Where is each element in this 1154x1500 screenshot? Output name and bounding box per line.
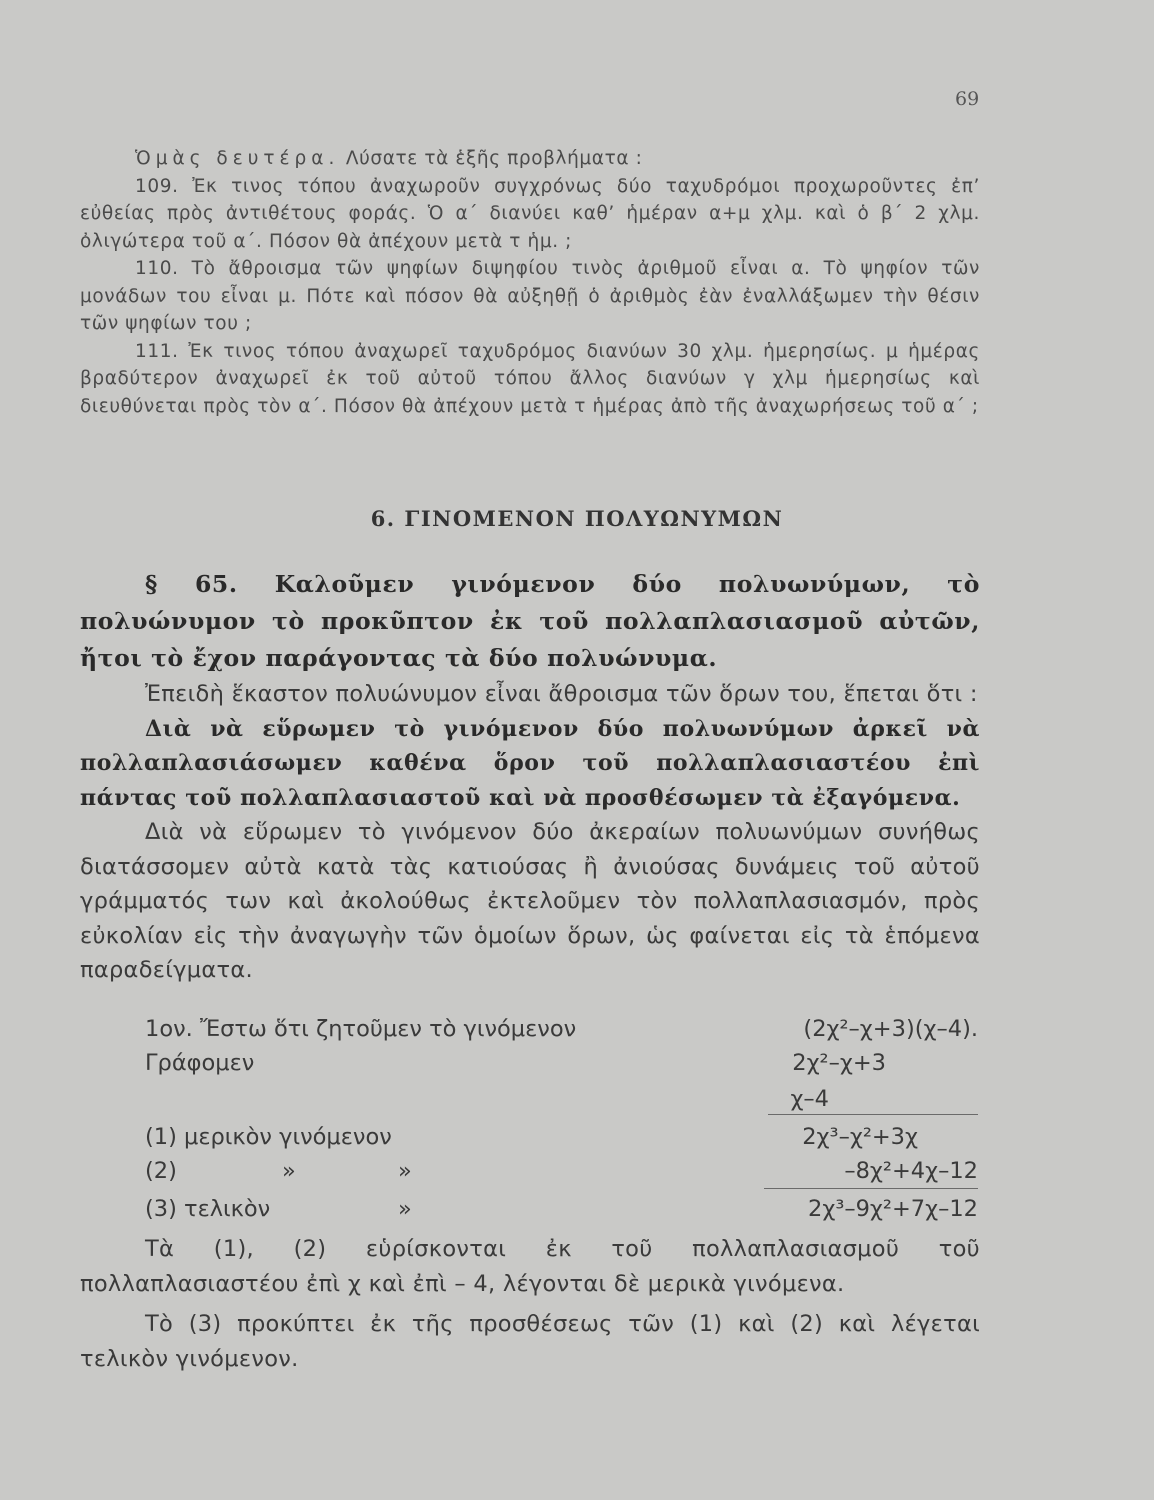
example-product: (2χ²–χ+3)(χ–4). (803, 1016, 978, 1042)
partial-products-note: Τὰ (1), (2) εὑρίσκονται ἐκ τοῦ πολλαπλασιασμοῦ τοῦ πολλαπλασιαστέου ἐπὶ χ καὶ ἐπὶ – 4, λέγονται δὲ μερικὰ γινόμενα. (80, 1236, 980, 1297)
page-number: 69 (955, 88, 980, 110)
final-product-label: (3) τελικὸν (145, 1196, 271, 1222)
partial-product-2-label: (2) (145, 1158, 177, 1184)
since-paragraph: Ἐπειδὴ ἕκαστον πολυώνυμον εἶναι ἄθροισμα τῶν ὅρων του, ἕπεται ὅτι : (145, 681, 978, 707)
section-title: 6. ΓΙΝΟΜΕΝΟΝ ΠΟΛΥΩΝΥΜΩΝ (370, 506, 784, 531)
ditto-mark: » (398, 1158, 412, 1184)
method-paragraph: Διὰ νὰ εὕρωμεν τὸ γινόμενον δύο ἀκεραίων πολυωνύμων συνήθως διατάσσομεν αὐτὰ κατὰ τὰς κατιούσας ἢ ἀνιούσας δυνάμεις τοῦ αὐτοῦ γράμματός των καὶ ἀκολούθως ἐκτελοῦμεν τὸν πολλαπλασιασμόν, πρὸς εὐκολίαν εἰς τὴν ἀναγωγὴν τῶν ὁμοίων ὅρων, ὡς φαίνεται εἰς τὰ ἑπόμενα παραδείγματα. (80, 819, 980, 983)
main-text (80, 566, 980, 988)
multiplicand: 2χ²–χ+3 (792, 1050, 886, 1076)
partial-product-1-label: (1) μερικὸν γινόμενον (145, 1124, 392, 1150)
definition-paragraph: § 65. Καλοῦμεν γινόμενον δύο πολυωνύμων, τὸ πολυώνυμον τὸ προκῦπτον ἐκ τοῦ πολλαπλασιασμοῦ αὐτῶν, ἤτοι τὸ ἔχον παράγοντας τὰ δύο πολυώνυμα. (80, 570, 980, 672)
exercise-intro (80, 145, 980, 173)
exercise-109: 109. Ἐκ τινος τόπου ἀναχωροῦν συγχρόνως δύο ταχυδρόμοι προχωροῦντες ἐπ’ εὐθείας πρὸς ἀντιθέτους φοράς. Ὁ α΄ διανύει καθ’ ἡμέραν α+μ χλμ. καὶ ὁ β΄ 2 χλμ. ὀλιγώτερα τοῦ α΄. Πόσον θὰ ἀπέχουν μετὰ τ ἡμ. ; (80, 175, 980, 252)
partial-product-1: 2χ³–χ²+3χ (802, 1124, 918, 1150)
exercise-111: 111. Ἐκ τινος τόπου ἀναχωρεῖ ταχυδρόμος διανύων 30 χλμ. ἡμερησίως. μ ἡμέρας βραδύτερον ἀναχωρεῖ ἐκ τοῦ αὐτοῦ τόπου ἄλλος διανύων γ χλμ ἡμερησίως καὶ διευθύνεται πρὸς τὸν α΄. Πόσον θὰ ἀπέχουν μετὰ τ ἡμέρας ἀπὸ τῆς ἀναχωρήσεως τοῦ α΄ ; (80, 340, 980, 417)
multiplication-rule (768, 1114, 978, 1115)
rule-paragraph: Διὰ νὰ εὕρωμεν τὸ γινόμενον δύο πολυωνύμων ἀρκεῖ νὰ πολλαπλασιάσωμεν καθένα ὅρον τοῦ πολλαπλασιαστέου ἐπὶ πάντας τοῦ πολλαπλασιαστοῦ καὶ νὰ προσθέσωμεν τὰ ἐξαγόμενα. (80, 715, 980, 811)
final-product: 2χ³–9χ²+7χ–12 (808, 1196, 978, 1222)
write-label: Γράφομεν (145, 1050, 255, 1076)
final-product-note: Τὸ (3) προκύπτει ἐκ τῆς προσθέσεως τῶν (1) καὶ (2) καὶ λέγεται τελικὸν γινόμενον. (80, 1311, 980, 1372)
partial-product-2: –8χ²+4χ–12 (844, 1158, 978, 1184)
ditto-mark: » (398, 1196, 412, 1222)
intro-instruction: Λύσατε τὰ ἑξῆς προβλήματα : (339, 148, 643, 169)
exercise-110: 110. Τὸ ἄθροισμα τῶν ψηφίων διψηφίου τινὸς ἀριθμοῦ εἶναι α. Τὸ ψηφίον τῶν μονάδων του εἶναι μ. Πότε καὶ πόσον θὰ αὐξηθῇ ὁ ἀριθμὸς ἐὰν ἐναλλάξωμεν τὴν θέσιν τῶν ψηφίων του ; (80, 258, 980, 334)
group-title: Ὁμὰς δευτέρα. (135, 148, 340, 169)
closing-text (80, 1232, 980, 1376)
sum-rule (764, 1188, 978, 1189)
example-label: 1ον. Ἔστω ὅτι ζητοῦμεν τὸ γινόμενον (145, 1016, 577, 1042)
multiplier: χ–4 (790, 1086, 829, 1112)
ditto-mark: » (282, 1158, 296, 1184)
exercise-group (80, 145, 980, 420)
